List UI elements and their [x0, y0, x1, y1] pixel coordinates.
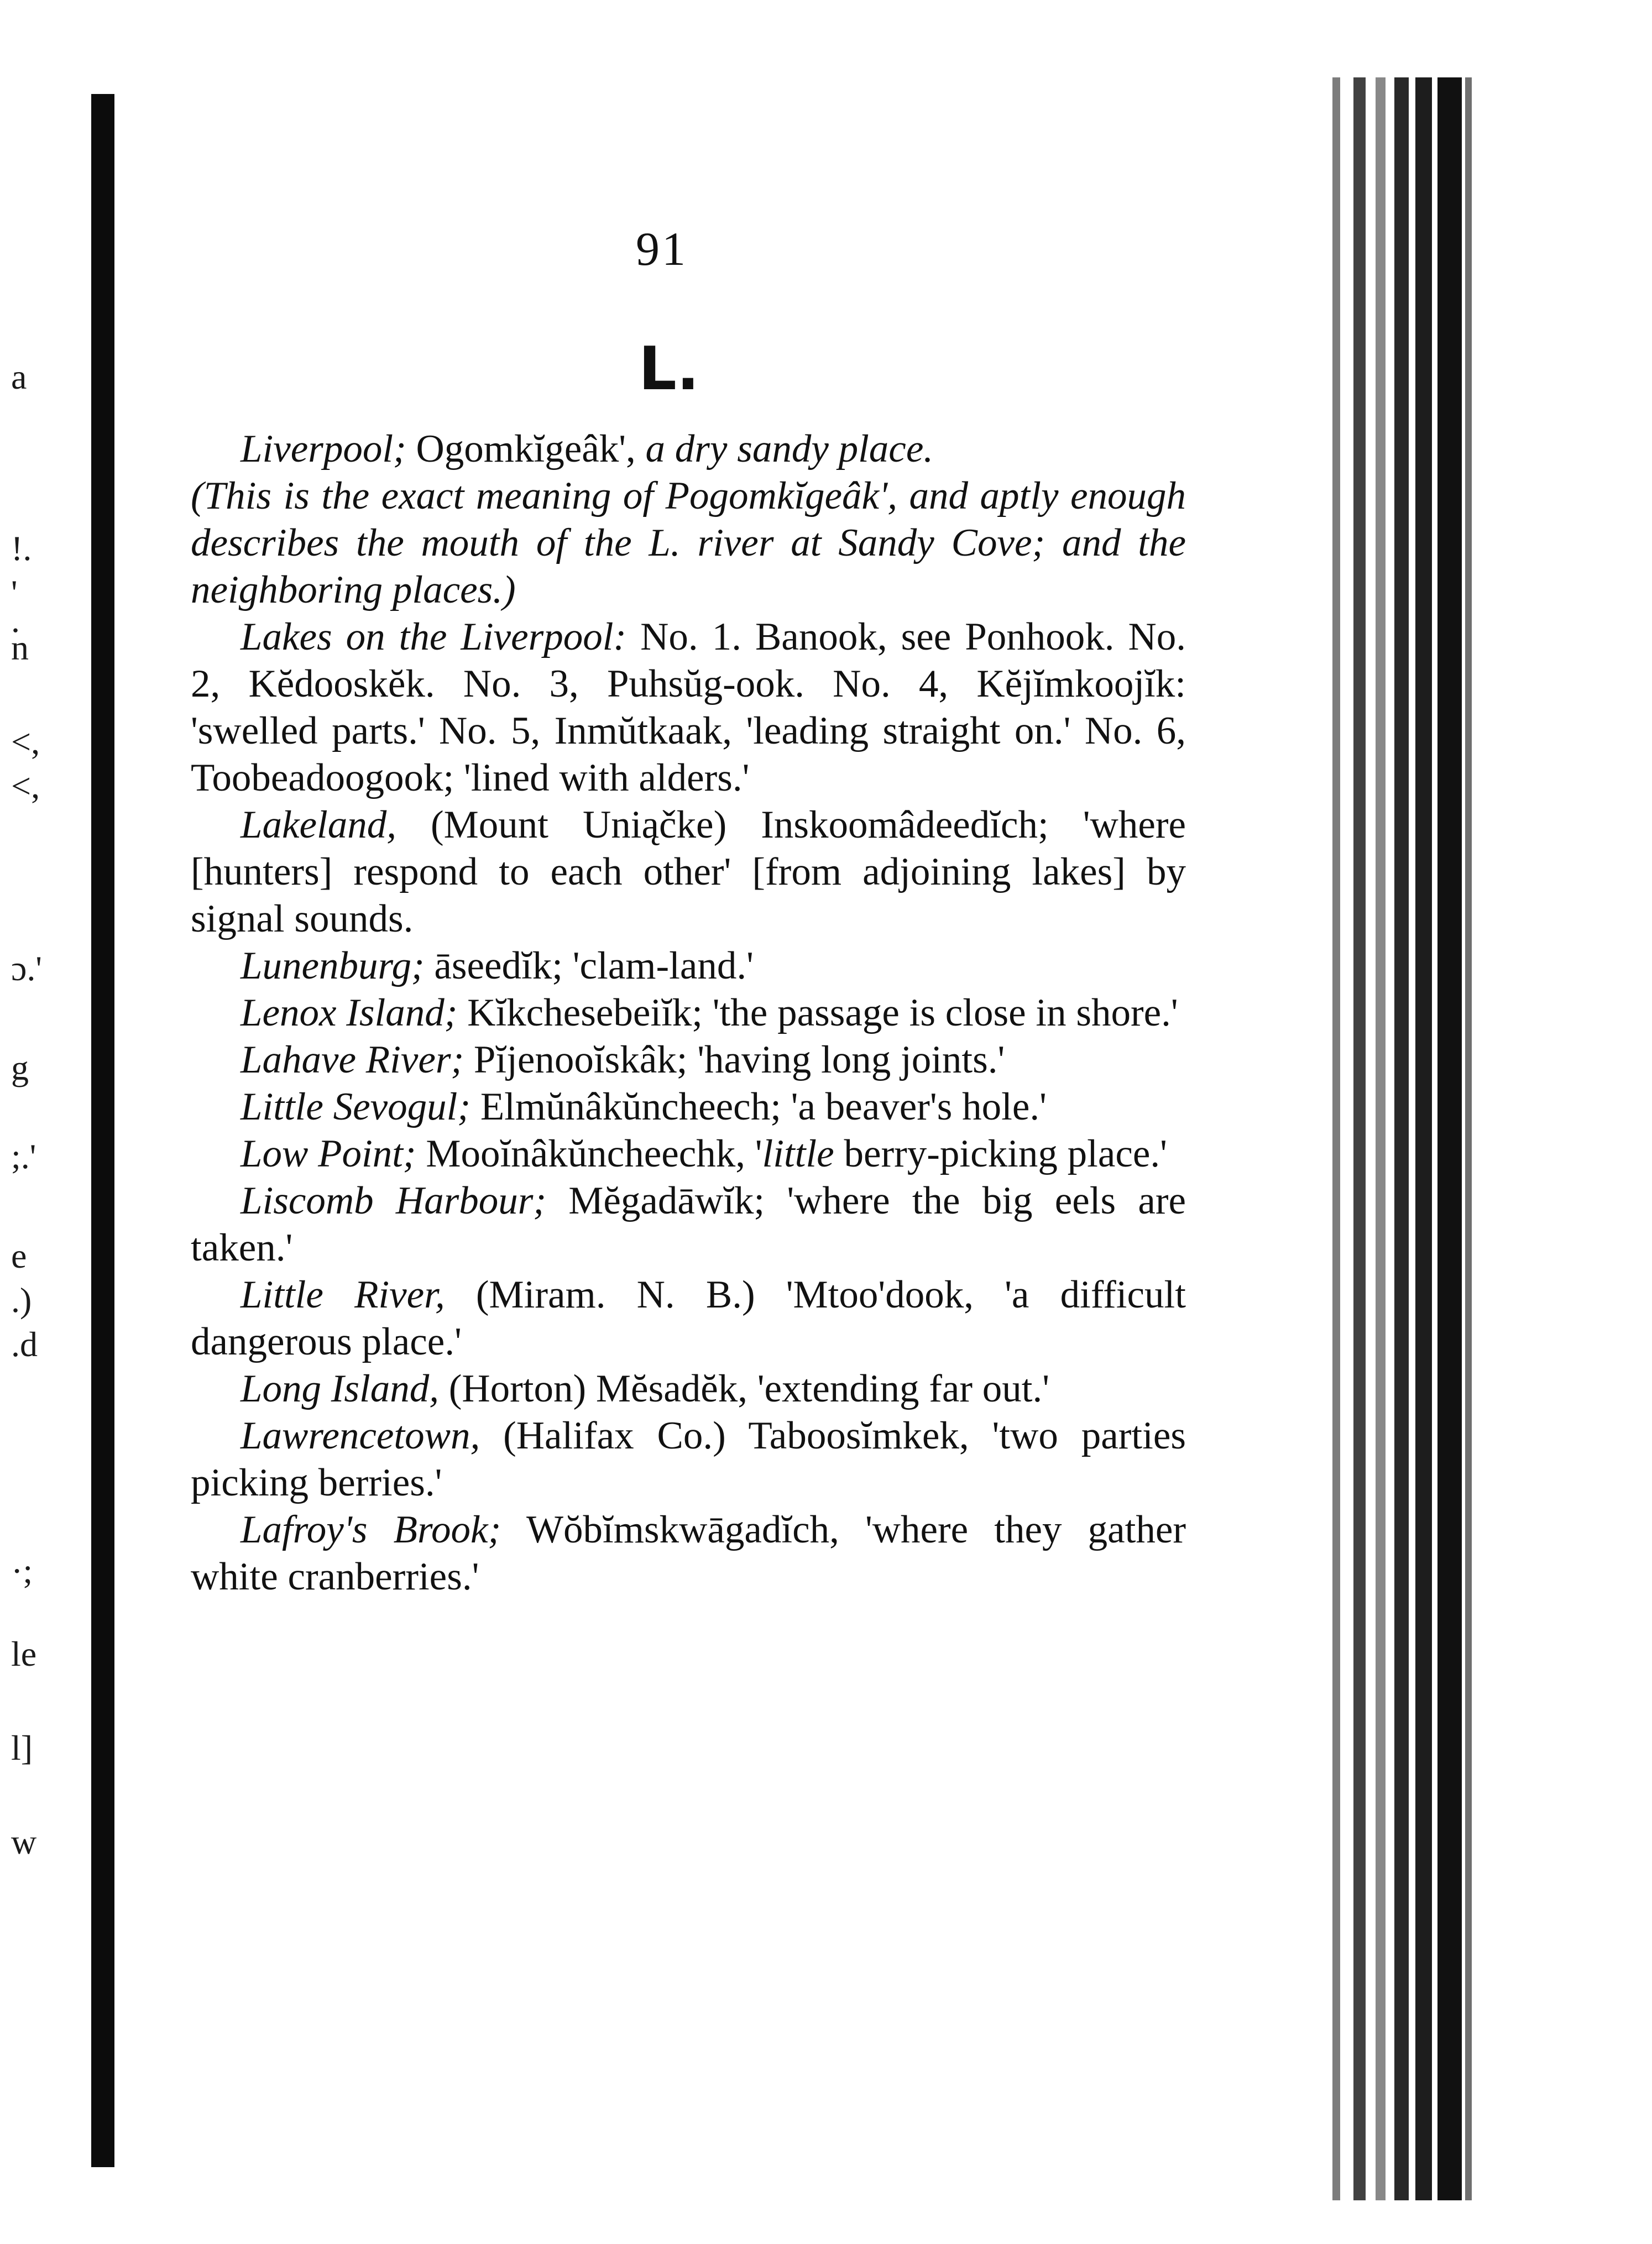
place-name: Lakeland, [241, 803, 396, 846]
page-edge-shadow [1332, 77, 1476, 2200]
margin-fragment: n [11, 628, 29, 667]
place-name: Low Point; [241, 1132, 416, 1175]
margin-fragment: !. [11, 529, 32, 568]
entry-lawrencetown [191, 1413, 1186, 1507]
entry-little-sevogul [191, 1084, 1186, 1131]
meaning-emphasis: little [762, 1132, 834, 1175]
native-name: Wŏbĭmskwāgadĭch, 'where they gather white cranberries.' [191, 1508, 1186, 1598]
place-name: Liscomb Harbour; [241, 1179, 547, 1222]
place-name: Lahave River; [241, 1038, 464, 1081]
entry-lunenburg [191, 943, 1186, 990]
margin-fragment: ;.' [11, 1137, 36, 1176]
editorial-note: (This is the exact meaning of Pogomkĭgeâk', and aptly enough describes the mouth of the L. river at Sandy Cove; and the neighboring places.) [191, 474, 1186, 611]
entry-liscomb-harbour [191, 1178, 1186, 1272]
place-name: Lunenburg; [241, 944, 425, 987]
entry-lakeland [191, 802, 1186, 943]
native-name: (Miram. N. B.) 'Mtoo'dook, 'a difficult dangerous place.' [191, 1273, 1186, 1363]
entry-lakes-on-liverpool [191, 614, 1186, 802]
margin-fragment: ·; [11, 1551, 33, 1591]
entry-lahave-river [191, 1037, 1186, 1084]
place-name: Lakes on the Liverpool: [241, 615, 627, 658]
entry-long-island [191, 1366, 1186, 1413]
margin-fragment: <, [11, 766, 40, 805]
place-name: Little Sevogul; [241, 1085, 471, 1128]
section-heading: L. [639, 334, 699, 404]
native-name: āseedĭk; 'clam-land.' [424, 944, 754, 987]
entry-lafroys-brook [191, 1507, 1186, 1600]
margin-fragment: g [11, 1048, 29, 1087]
margin-fragment: ɔ.' [11, 949, 42, 988]
margin-fragment: le [11, 1634, 37, 1673]
native-name: Pĭjenooĭskâk; 'having long joints.' [464, 1038, 1005, 1081]
meaning-rest: berry-picking place.' [834, 1132, 1167, 1175]
meaning: a dry sandy place. [645, 427, 934, 470]
native-name: Elmŭnâkŭncheech; 'a beaver's hole.' [470, 1085, 1047, 1128]
margin-fragment: <, [11, 722, 40, 761]
place-name: Lawrencetown, [241, 1414, 480, 1457]
margin-fragment: ' [11, 573, 18, 612]
page-number: 91 [636, 222, 688, 275]
binding-shadow [91, 94, 114, 2167]
entry-lenox-island [191, 990, 1186, 1037]
place-name: Liverpool; [241, 427, 406, 470]
margin-fragment: a [11, 357, 27, 396]
margin-fragment: .) [11, 1280, 32, 1320]
native-name: Mooĭnâkŭncheechk, ' [416, 1132, 762, 1175]
place-name: Little River, [241, 1273, 445, 1316]
margin-fragment: e [11, 1236, 27, 1275]
native-name: Mĕgadāwĭk; 'where the big eels are taken.' [191, 1179, 1186, 1269]
native-name: Kĭkchesebeiĭk; 'the passage is close in shore.' [457, 991, 1178, 1034]
gazetteer-entries [191, 426, 1186, 1600]
place-name: Lafroy's Brook; [241, 1508, 501, 1551]
place-name: Lenox Island; [241, 991, 458, 1034]
margin-fragment: l] [11, 1728, 33, 1767]
entry-low-point [191, 1131, 1186, 1178]
native-name: (Halifax Co.) Taboosĭmkek, 'two parties picking berries.' [191, 1414, 1186, 1504]
place-name: Long Island, [241, 1367, 439, 1410]
entry-liverpool [191, 426, 1186, 473]
margin-fragment: .d [11, 1325, 38, 1364]
native-name: (Horton) Mĕsadĕk, 'extending far out.' [439, 1367, 1050, 1410]
facing-page-fragments [11, 0, 72, 2244]
margin-fragment: w [11, 1822, 37, 1861]
native-name: Ogomkĭgeâk', [406, 427, 646, 470]
native-name: (Mount Uniąčke) Inskoomâdeedĭch; 'where [hunters] respond to each other' [from adjoining lakes] by signal sounds. [191, 803, 1186, 940]
entry-little-river [191, 1272, 1186, 1366]
entry-note [191, 473, 1186, 614]
native-name: No. 1. Banook, see Ponhook. No. 2, Kĕdooskĕk. No. 3, Puhsŭg-ook. No. 4, Kĕjĭmkoojĭk: 'swelled parts.' No. 5, Inmŭtkaak, 'leading straight on.' No. 6, Toobeadoogook; 'lined with alders.' [191, 615, 1186, 799]
margin-fragment: . [11, 600, 20, 640]
